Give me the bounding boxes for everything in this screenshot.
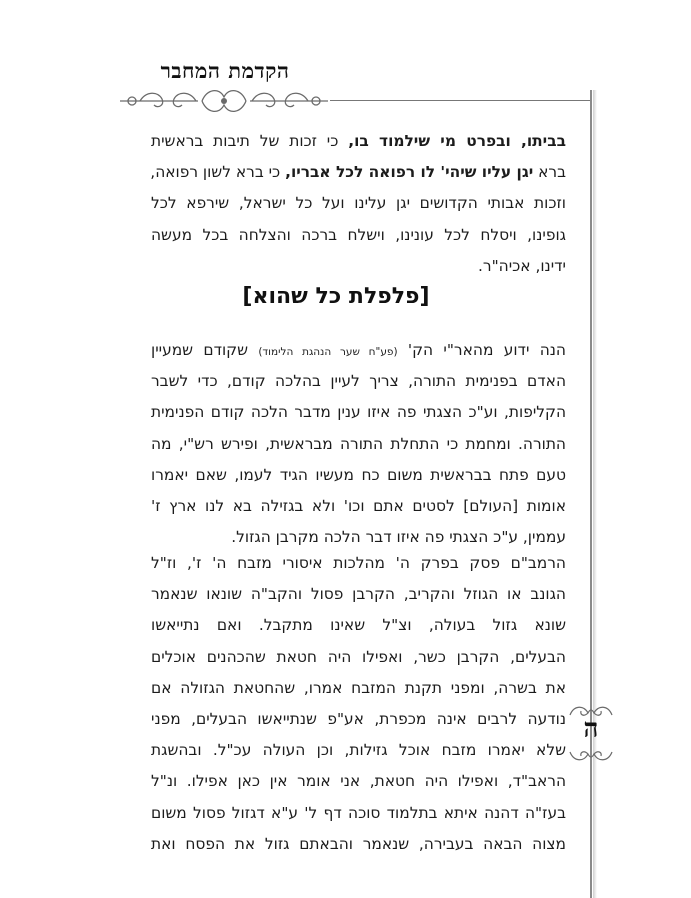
text-span: אומות [העולם] לסטים אתם וכו' ולא בגזילה בא לנו ארץ ז' xyxy=(151,496,566,515)
text-line xyxy=(151,397,566,428)
text-line: את בשרה, ומפני תקנת המזבח אמרו, שהחטאת הגזולה אם xyxy=(151,678,566,697)
text-span: גופינו, ויסלח לכל עונינו, וישלח ברכה והצלחה בכל מעשה xyxy=(151,225,566,244)
paragraph-1 xyxy=(151,335,566,553)
header-ornament xyxy=(118,86,330,116)
text-line xyxy=(151,366,566,397)
text-line: נודעה לרבים אינה מכפרת, אע"פ שנתייאשו הבעלים, מפני xyxy=(151,709,566,728)
text-line xyxy=(151,460,566,491)
text-line xyxy=(151,429,566,460)
text-span: הקליפות, וע"כ הצגתי פה איזו ענין מדבר הלכה קודם הפנימית xyxy=(151,403,566,422)
text-line: שונא גזול בעולה, וצ"ל שאינו מתקבל. ואם נתייאשו xyxy=(151,616,566,635)
section-heading: [פלפלת כל שהוא] xyxy=(242,284,430,309)
text-span: בביתו, ובפרט מי שילמוד בו, xyxy=(348,132,566,150)
margin-rule-shadow xyxy=(593,90,597,898)
text-span: וזכות אבותי הקדושים יגן עלינו ועל כל ישראל, שירפא לכל xyxy=(151,194,566,213)
text-line: הגונב או הגוזל והקריב, הקרבן פסול והקב"ה שונאו שנאמר xyxy=(151,585,566,604)
text-line: שלא יאמרו מזבח אוכל גזילות, וכן העולה עכ"ל. ובהשגת xyxy=(151,741,566,760)
text-line xyxy=(151,251,566,282)
paragraph-2 xyxy=(151,548,566,860)
page-number: ה xyxy=(583,714,599,744)
text-line xyxy=(151,157,566,188)
text-span: הנה ידוע מהאר"י הק' xyxy=(397,341,566,359)
text-span: ברא xyxy=(533,163,566,182)
text-line: הראב"ד, ואפילו היה חטאת, אני אומר אין כאן אפילו. ונ"ל xyxy=(151,772,566,791)
source-note: (פע"ח שער הנהגת הלימוד) xyxy=(258,346,398,358)
text-line xyxy=(151,335,566,366)
text-span: ידינו, אכיה"ר. xyxy=(477,256,566,275)
text-span: התורה. ומחמת כי התחלת התורה מבראשית, ופירש רש"י, מה xyxy=(151,434,566,453)
text-line xyxy=(151,188,566,219)
page-number-ornament-bottom xyxy=(566,748,616,764)
text-span: טעם פתח בבראשית משום כח מעשיו הגיד לעמו, שאם יאמרו xyxy=(151,465,566,484)
text-span: יגן עליו שיהי' לו רפואה לכל אבריו, xyxy=(285,163,534,182)
text-line xyxy=(151,491,566,522)
text-line: מצוה הבאה בעבירה, שנאמר והבאתם גזול את הפסח ואת xyxy=(151,834,566,853)
text-span: כי זכות של תיבות בראשית xyxy=(151,132,349,150)
header-rule xyxy=(330,100,592,101)
text-line xyxy=(151,126,566,157)
text-line xyxy=(151,220,566,251)
text-span: שקודם שמעיין xyxy=(151,341,259,359)
text-line: בעז"ה דהנה איתא בתלמוד סוכה דף ל' ע"א דגזול פסול משום xyxy=(151,803,566,822)
margin-rule xyxy=(590,90,592,898)
text-span: כי ברא לשון רפואה, xyxy=(150,163,286,182)
running-header-title: הקדמת המחבר xyxy=(160,58,290,83)
text-line: הרמב"ם פסק בפרק ה' מהלכות איסורי מזבח ה' ז', וז"ל xyxy=(151,554,566,572)
intro-paragraph xyxy=(151,126,566,282)
text-line: הבעלים, הקרבן כשר, ואפילו היה חטאת שהכהנים אוכלים xyxy=(151,647,566,666)
text-span: האדם בפנימית התורה, צריך לעיין בהלכה קודם, כדי לשבר xyxy=(151,372,566,391)
text-span: עממין, ע"כ הצגתי פה איזו דבר הלכה מקרבן הגזול. xyxy=(231,528,566,547)
